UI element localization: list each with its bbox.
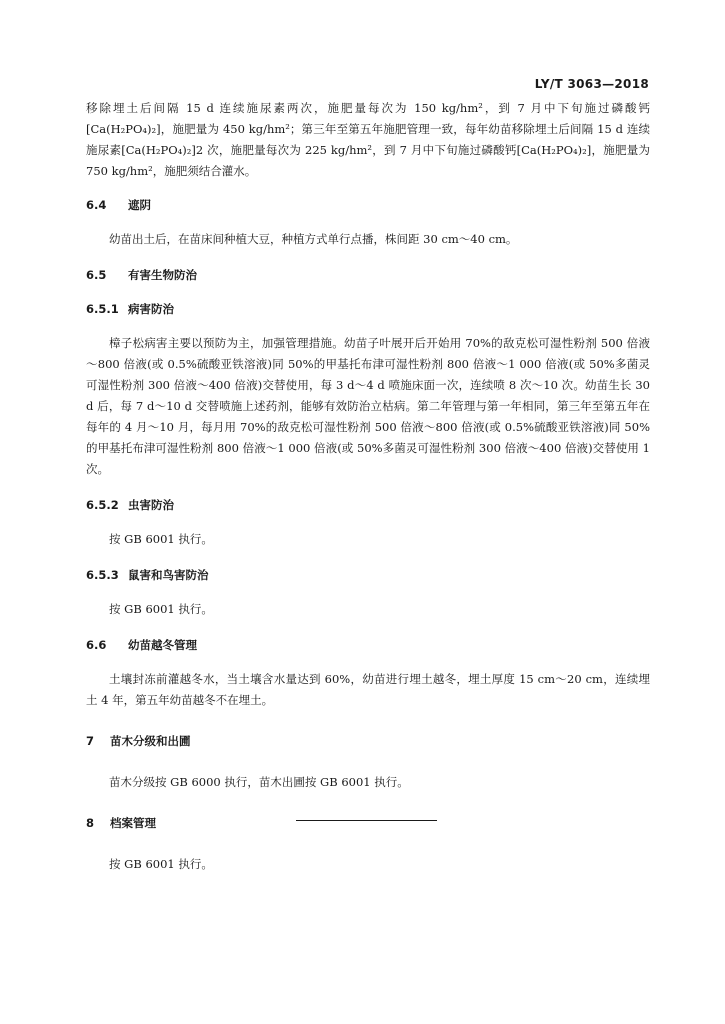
section-6-5-2-text: 按 GB 6001 执行。 bbox=[109, 532, 213, 546]
page-content bbox=[86, 98, 650, 875]
section-6-6-text: 土壤封冻前灌越冬水，当土壤含水量达到 60%，幼苗进行埋土越冬，埋土厚度 15 cm～20 cm，连续埋土 4 年，第五年幼苗越冬不在埋土。 bbox=[86, 672, 650, 707]
section-title: 鼠害和鸟害防治 bbox=[128, 568, 209, 582]
section-title: 有害生物防治 bbox=[128, 268, 197, 282]
section-6-5-3-text: 按 GB 6001 执行。 bbox=[109, 602, 213, 616]
heading-6-6 bbox=[86, 635, 650, 656]
heading-6-5-2 bbox=[86, 495, 650, 516]
section-title: 遮阴 bbox=[128, 198, 151, 212]
section-title: 虫害防治 bbox=[128, 498, 174, 512]
section-number: 7 bbox=[86, 734, 95, 748]
end-of-document-rule bbox=[296, 820, 437, 821]
section-title: 苗木分级和出圃 bbox=[110, 734, 191, 748]
section-title: 档案管理 bbox=[110, 816, 156, 830]
section-number: 6.5.3 bbox=[86, 568, 119, 582]
heading-6-5-3 bbox=[86, 565, 650, 586]
section-number: 6.4 bbox=[86, 198, 107, 212]
section-number: 6.6 bbox=[86, 638, 107, 652]
heading-7 bbox=[86, 731, 650, 752]
section-number: 8 bbox=[86, 816, 95, 830]
section-title: 病害防治 bbox=[128, 302, 174, 316]
section-number: 6.5.1 bbox=[86, 302, 119, 316]
section-title: 幼苗越冬管理 bbox=[128, 638, 197, 652]
intro-paragraph: 移除埋土后间隔 15 d 连续施尿素两次，施肥量每次为 150 kg/hm²，到 7 月中下旬施过磷酸钙[Ca(H₂PO₄)₂]，施肥量为 450 kg/hm²；第三年至第五年施肥管理一致，每年幼苗移除埋土后间隔 15 d 连续施尿素[Ca(H₂PO₄)₂]2 次，施肥量每次为 225 kg/hm²，到 7 月中下旬施过磷酸钙[Ca(H₂PO₄)₂]，施肥量为 750 kg/hm²，施肥须结合灌水。 bbox=[86, 101, 650, 178]
section-number: 6.5 bbox=[86, 268, 107, 282]
standard-code: LY/T 3063—2018 bbox=[534, 77, 649, 91]
section-6-5-1-text: 樟子松病害主要以预防为主，加强管理措施。幼苗子叶展开后开始用 70%的敌克松可湿性粉剂 500 倍液～800 倍液(或 0.5%硫酸亚铁溶液)同 50%的甲基托布津可湿性粉剂 800 倍液～1 000 倍液(或 50%多菌灵可湿性粉剂 300 倍液～400 倍液)交替使用，每 3 d～4 d 喷施床面一次，连续喷 8 次～10 次。幼苗生长 30 d 后，每 7 d～10 d 交替喷施上述药剂，能够有效防治立枯病。第二年管理与第一年相同，第三年至第五年在每年的 4 月～10 月，每月用 70%的敌克松可湿性粉剂 500 倍液～800 倍液(或 0.5%硫酸亚铁溶液)同 50%的甲基托布津可湿性粉剂 800 倍液～1 000 倍液(或 50%多菌灵可湿性粉剂 300 倍液～400 倍液)交替使用 1 次。 bbox=[86, 336, 650, 476]
heading-6-5-1 bbox=[86, 299, 650, 320]
heading-8 bbox=[86, 813, 650, 834]
section-number: 6.5.2 bbox=[86, 498, 119, 512]
section-7-text: 苗木分级按 GB 6000 执行，苗木出圃按 GB 6001 执行。 bbox=[109, 775, 409, 789]
section-6-4-text: 幼苗出土后，在苗床间种植大豆，种植方式单行点播，株间距 30 cm～40 cm。 bbox=[109, 232, 518, 246]
section-8-text: 按 GB 6001 执行。 bbox=[109, 857, 213, 871]
heading-6-5 bbox=[86, 265, 650, 286]
heading-6-4 bbox=[86, 195, 650, 216]
